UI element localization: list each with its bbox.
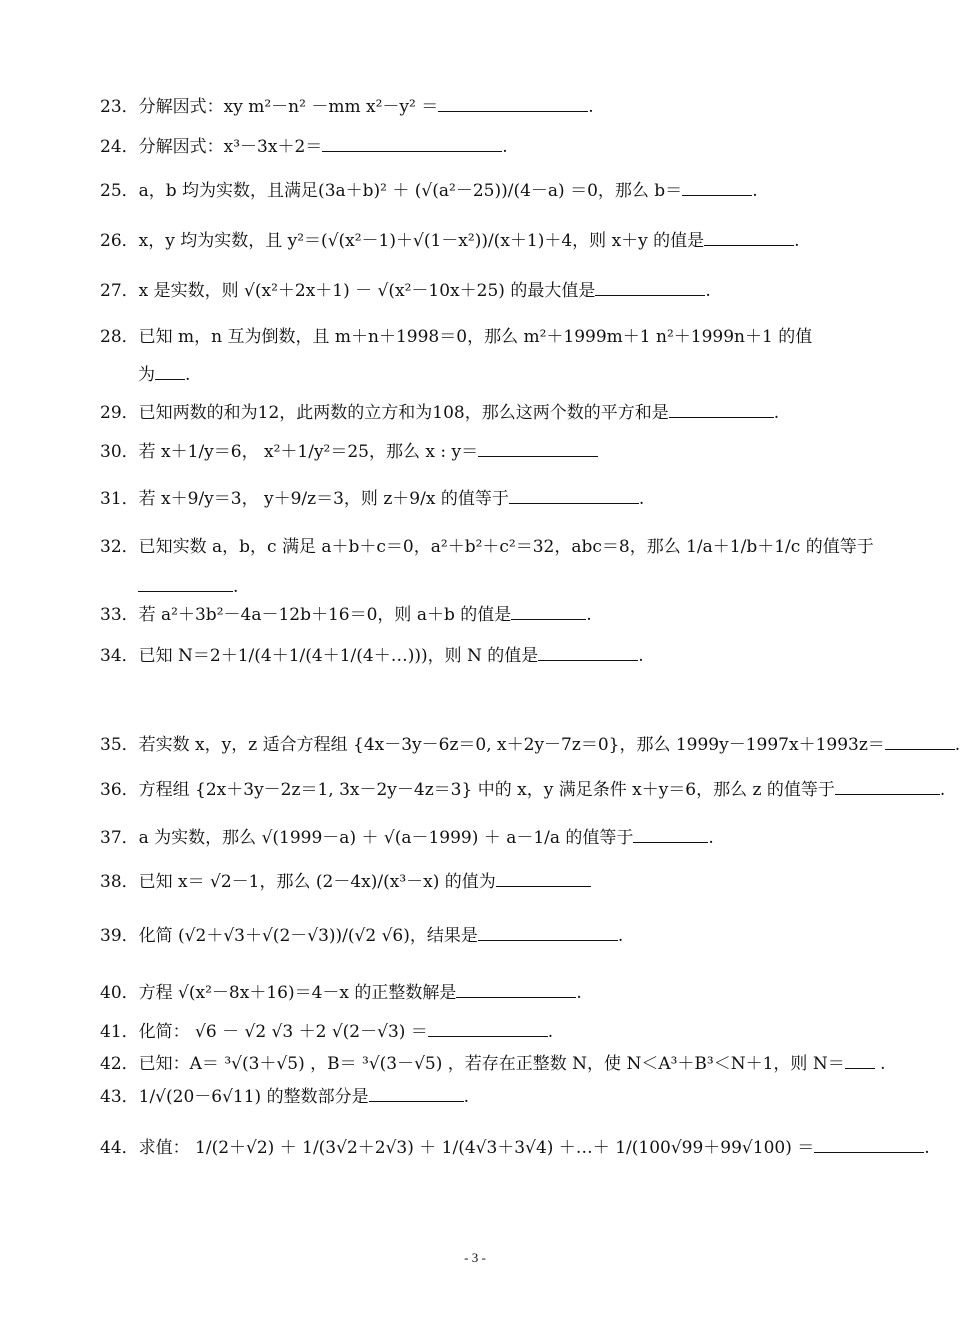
blank-punctuation: .	[773, 403, 780, 423]
problem-line	[100, 96, 890, 118]
answer-blank	[496, 872, 591, 887]
problem-text: 已知 m，n 互为倒数，且 m＋n＋1998＝0，那么 m²＋1999m＋1 n²＋1999n＋1 的值	[138, 327, 813, 347]
blank-punctuation: .	[708, 828, 714, 848]
answer-blank	[633, 828, 708, 843]
answer-blank	[538, 646, 638, 661]
problem-number: 34．	[100, 646, 139, 666]
blank-punctuation: .	[502, 137, 508, 157]
problem-text: 若 x＋9/y＝3， y＋9/z＝3，则 z＋9/x 的值等于	[138, 489, 509, 509]
blank-punctuation: .	[588, 97, 594, 117]
answer-blank	[835, 780, 940, 795]
problem-line	[100, 827, 890, 849]
problem-line	[100, 576, 890, 598]
problem-text: 分解因式：x³－3x＋2＝	[138, 137, 323, 157]
problem-number: 35．	[100, 735, 139, 755]
blank-punctuation: .	[638, 646, 644, 666]
problem-text: 方程 √(x²－8x＋16)＝4－x 的正整数解是	[138, 983, 457, 1003]
problem-number: 40．	[100, 983, 139, 1003]
problem-line	[100, 488, 890, 510]
problem-line	[100, 441, 890, 463]
blank-punctuation: .	[233, 577, 239, 597]
problem-number: 36．	[100, 780, 139, 800]
blank-punctuation: .	[939, 780, 946, 800]
answer-blank	[438, 97, 588, 112]
problem-number: 27．	[100, 281, 139, 301]
problem-line	[100, 734, 960, 756]
blank-punctuation: .	[576, 983, 582, 1003]
problem-number: 33．	[100, 605, 139, 625]
problem-text: 为	[138, 365, 155, 385]
page-number: - 3 -	[464, 1250, 486, 1265]
problem-text: 化简 (√2＋√3＋√(2－√3))/(√2 √6)，结果是	[138, 926, 478, 946]
blank-punctuation: .	[874, 1054, 886, 1074]
problem-line	[100, 280, 890, 302]
problem-number: 23．	[100, 97, 139, 117]
problem-text: 求值： 1/(2＋√2) ＋ 1/(3√2＋2√3) ＋ 1/(4√3＋3√4) ＋…＋ 1/(100√99＋99√100) ＝	[138, 1138, 815, 1158]
problem-text: 1/√(20－6√11) 的整数部分是	[138, 1087, 369, 1107]
problem-line	[100, 326, 890, 348]
problem-text: x 是实数，则 √(x²＋2x＋1) － √(x²－10x＋25) 的最大值是	[138, 281, 596, 301]
blank-punctuation: .	[586, 605, 592, 625]
answer-blank	[478, 926, 618, 941]
problem-number: 28．	[100, 327, 139, 347]
problem-line	[100, 1021, 890, 1043]
blank-punctuation: .	[463, 1087, 470, 1107]
answer-blank	[155, 365, 185, 380]
answer-blank	[428, 1022, 548, 1037]
problem-number: 44．	[100, 1138, 139, 1158]
answer-blank	[669, 403, 774, 418]
problem-number: 38．	[100, 872, 139, 892]
problem-text: 已知 N＝2＋1/(4＋1/(4＋1/(4＋…)))，则 N 的值是	[138, 646, 539, 666]
problem-number: 25．	[100, 181, 139, 201]
problem-line	[100, 180, 890, 202]
problem-line	[100, 230, 890, 252]
problem-number: 41．	[100, 1022, 139, 1042]
problem-line	[100, 402, 890, 424]
problem-line	[100, 1086, 890, 1108]
answer-blank	[885, 735, 955, 750]
blank-punctuation: .	[638, 489, 645, 509]
answer-blank	[704, 231, 794, 246]
problem-line	[100, 604, 890, 626]
problem-line	[100, 1137, 930, 1159]
blank-punctuation: .	[705, 281, 711, 301]
problem-number: 37．	[100, 828, 139, 848]
blank-punctuation: .	[954, 735, 960, 755]
problem-text: 已知：A＝ ³√(3＋√5) ，B＝ ³√(3－√5) ，若存在正整数 N，使 N＜A³＋B³＜N＋1，则 N＝	[138, 1054, 845, 1074]
problem-line	[100, 1053, 890, 1075]
blank-punctuation: .	[924, 1138, 930, 1158]
problem-text: 已知两数的和为12，此两数的立方和为108，那么这两个数的平方和是	[138, 403, 669, 423]
problem-number: 31．	[100, 489, 139, 509]
problem-text: a，b 均为实数，且满足(3a＋b)² ＋ (√(a²－25))/(4－a) ＝0，那么 b＝	[138, 181, 683, 201]
answer-blank	[138, 577, 233, 592]
problem-line	[100, 364, 890, 386]
problem-line	[100, 871, 890, 893]
problem-number: 32．	[100, 537, 139, 557]
problem-text: a 为实数，那么 √(1999－a) ＋ √(a－1999) ＋ a－1/a 的值等于	[138, 828, 634, 848]
problem-text: 分解因式：xy m²－n² －mm x²－y² ＝	[138, 97, 439, 117]
answer-blank	[845, 1054, 875, 1069]
problem-number: 30．	[100, 442, 139, 462]
blank-punctuation: .	[185, 365, 191, 385]
blank-punctuation: .	[752, 181, 758, 201]
problem-number: 39．	[100, 926, 139, 946]
problem-number: 42．	[100, 1054, 139, 1074]
answer-blank	[456, 983, 576, 998]
blank-punctuation: .	[617, 926, 624, 946]
answer-blank	[322, 137, 502, 152]
blank-punctuation: .	[794, 231, 800, 251]
problem-text: x，y 均为实数，且 y²＝(√(x²－1)＋√(1－x²))/(x＋1)＋4，则 x＋y 的值是	[138, 231, 705, 251]
problem-text: 已知 x＝ √2－1，那么 (2－4x)/(x³－x) 的值为	[138, 872, 496, 892]
problem-number: 24．	[100, 137, 139, 157]
answer-blank	[814, 1138, 924, 1153]
problem-number: 43．	[100, 1087, 139, 1107]
problem-text: 若实数 x，y，z 适合方程组 {4x－3y－6z＝0, x＋2y－7z＝0}，那么 1999y－1997x＋1993z＝	[138, 735, 885, 755]
problem-line	[100, 779, 946, 801]
problem-text: 化简： √6 － √2 √3 ＋2 √(2－√3) ＝	[138, 1022, 428, 1042]
problem-line	[100, 536, 890, 558]
problem-text: 若 x＋1/y＝6， x²＋1/y²＝25，那么 x : y＝	[138, 442, 479, 462]
problem-line	[100, 982, 890, 1004]
problem-line	[100, 136, 890, 158]
answer-blank	[509, 489, 639, 504]
problem-line	[100, 645, 890, 667]
answer-blank	[511, 605, 586, 620]
answer-blank	[595, 281, 705, 296]
answer-blank	[478, 442, 598, 457]
problem-number: 26．	[100, 231, 139, 251]
problem-line	[100, 925, 890, 947]
problem-text: 方程组 {2x＋3y－2z＝1, 3x－2y－4z＝3} 中的 x，y 满足条件 x＋y＝6，那么 z 的值等于	[138, 780, 835, 800]
problem-number: 29．	[100, 403, 139, 423]
answer-blank	[369, 1087, 464, 1102]
blank-punctuation: .	[547, 1022, 554, 1042]
problem-text: 已知实数 a，b，c 满足 a＋b＋c＝0，a²＋b²＋c²＝32，abc＝8，那么 1/a＋1/b＋1/c 的值等于	[138, 537, 874, 557]
problem-text: 若 a²＋3b²－4a－12b＋16＝0，则 a＋b 的值是	[138, 605, 512, 625]
answer-blank	[682, 181, 752, 196]
